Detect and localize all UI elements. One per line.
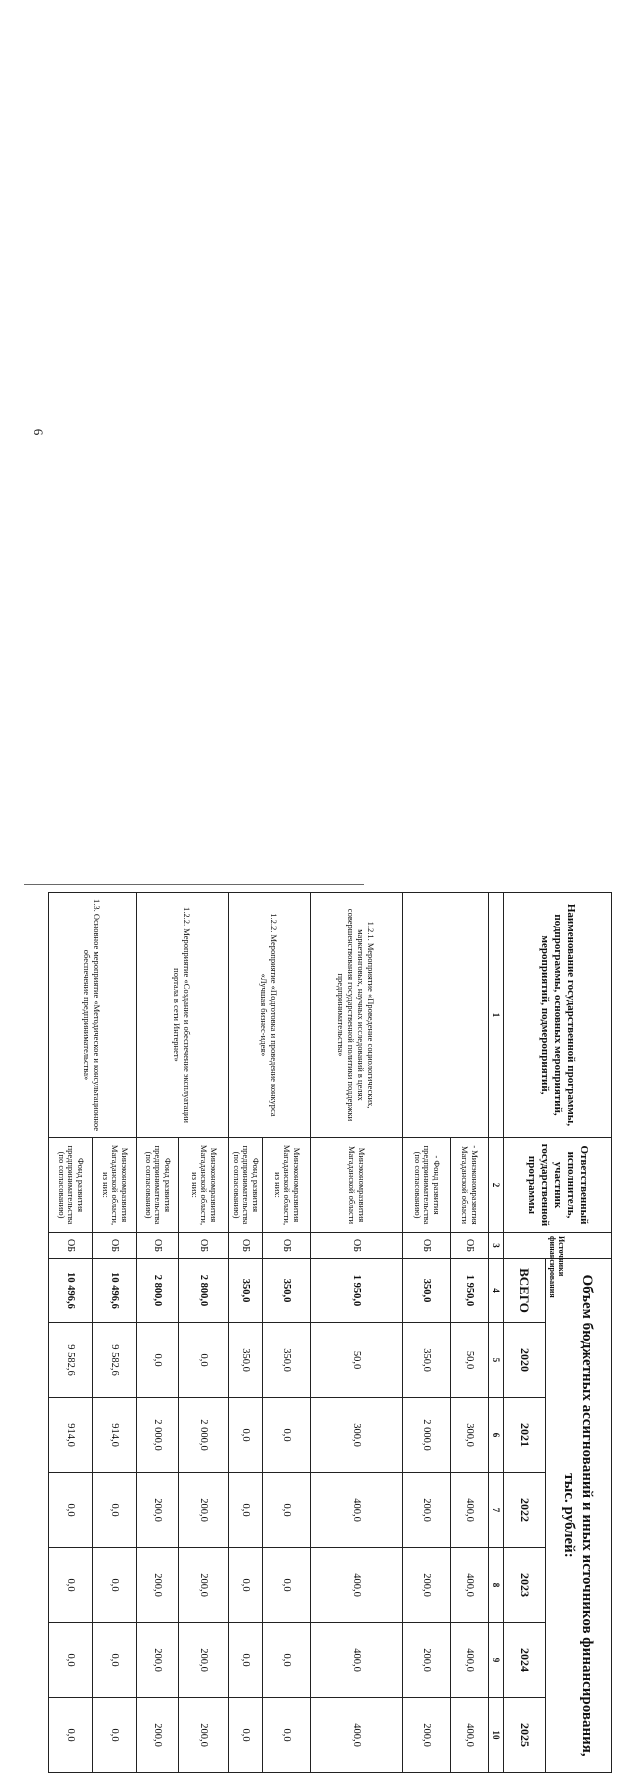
responsible-cell: Фонд развития предпринимательства (по согласованию) xyxy=(49,1138,93,1233)
table-row xyxy=(263,893,311,1773)
year-value-cell: 400,0 xyxy=(311,1473,403,1548)
header-year: 2020 xyxy=(504,1323,546,1398)
header-responsible: Ответственный исполнитель, участник государственной программы xyxy=(504,1138,612,1233)
year-value-cell: 0,0 xyxy=(93,1548,137,1623)
year-value-cell: 300,0 xyxy=(311,1398,403,1473)
year-value-cell: 400,0 xyxy=(311,1548,403,1623)
header-program-name: Наименование государственной программы, подпрограммы, основных мероприятий, мероприятий, подмероприятий, xyxy=(504,893,612,1138)
source-cell: ОБ xyxy=(311,1233,403,1259)
program-name-cell: 1.2.2. Мероприятие «Подготовка и проведение конкурса «Лучшая бизнес-идея» xyxy=(229,893,311,1138)
header-source: Источники финансирования xyxy=(504,1233,612,1259)
year-value-cell: 200,0 xyxy=(137,1473,179,1548)
responsible-cell: Минэкономразвития Магаданской области, из них: xyxy=(93,1138,137,1233)
table-row xyxy=(93,893,137,1773)
header-year: 2022 xyxy=(504,1473,546,1548)
year-value-cell: 300,0 xyxy=(451,1398,489,1473)
responsible-cell: Минэкономразвития Магаданской области xyxy=(311,1138,403,1233)
year-value-cell: 400,0 xyxy=(451,1698,489,1773)
year-value-cell: 0,0 xyxy=(229,1698,263,1773)
year-value-cell: 0,0 xyxy=(229,1623,263,1698)
year-value-cell: 200,0 xyxy=(137,1548,179,1623)
year-value-cell: 0,0 xyxy=(49,1548,93,1623)
year-value-cell: 9 582,6 xyxy=(49,1323,93,1398)
year-value-cell: 50,0 xyxy=(451,1323,489,1398)
header-year: 2021 xyxy=(504,1398,546,1473)
column-number: 10 xyxy=(489,1698,504,1773)
year-value-cell: 0,0 xyxy=(49,1623,93,1698)
year-value-cell: 200,0 xyxy=(179,1473,229,1548)
year-value-cell: 0,0 xyxy=(93,1698,137,1773)
year-value-cell: 0,0 xyxy=(263,1623,311,1698)
header-total: ВСЕГО xyxy=(504,1259,546,1323)
year-value-cell: 350,0 xyxy=(229,1323,263,1398)
responsible-cell: - Фонд развития предпринимательства (по согласованию) xyxy=(403,1138,451,1233)
page-number: 6 xyxy=(31,428,46,436)
table-row xyxy=(451,893,489,1773)
year-value-cell: 400,0 xyxy=(451,1548,489,1623)
year-value-cell: 400,0 xyxy=(311,1623,403,1698)
header-row xyxy=(546,893,612,1773)
total-cell: 10 496,6 xyxy=(49,1259,93,1323)
column-number: 5 xyxy=(489,1323,504,1398)
column-number: 1 xyxy=(489,893,504,1138)
year-value-cell: 0,0 xyxy=(93,1623,137,1698)
year-value-cell: 2 000,0 xyxy=(179,1398,229,1473)
source-cell: ОБ xyxy=(49,1233,93,1259)
responsible-cell: Фонд развития предпринимательства (по согласованию) xyxy=(229,1138,263,1233)
source-cell: ОБ xyxy=(93,1233,137,1259)
total-cell: 2 800,0 xyxy=(137,1259,179,1323)
program-name-cell: 1.2.2. Мероприятие «Создание и обеспечение эксплуатации портала в сети Интернет» xyxy=(137,893,229,1138)
column-number: 6 xyxy=(489,1398,504,1473)
header-year: 2023 xyxy=(504,1548,546,1623)
year-value-cell: 0,0 xyxy=(93,1473,137,1548)
year-value-cell: 400,0 xyxy=(311,1698,403,1773)
header-year: 2024 xyxy=(504,1623,546,1698)
column-number-row xyxy=(489,893,504,1773)
column-number: 2 xyxy=(489,1138,504,1233)
source-cell: ОБ xyxy=(229,1233,263,1259)
year-value-cell: 0,0 xyxy=(263,1548,311,1623)
year-value-cell: 0,0 xyxy=(137,1323,179,1398)
source-cell: ОБ xyxy=(451,1233,489,1259)
program-name-cell: 1.3. Основное мероприятие «Методическое и консультационное обеспечение предпринимательства» xyxy=(49,893,137,1138)
table-row xyxy=(179,893,229,1773)
table-row xyxy=(311,893,403,1773)
year-value-cell: 200,0 xyxy=(403,1623,451,1698)
year-value-cell: 0,0 xyxy=(49,1473,93,1548)
column-number: 3 xyxy=(489,1233,504,1259)
source-cell: ОБ xyxy=(263,1233,311,1259)
year-value-cell: 200,0 xyxy=(403,1473,451,1548)
source-cell: ОБ xyxy=(179,1233,229,1259)
responsible-cell: - Минэкономразвития Магаданской области xyxy=(451,1138,489,1233)
budget-table xyxy=(48,892,612,1773)
year-value-cell: 2 000,0 xyxy=(403,1398,451,1473)
total-cell: 1 950,0 xyxy=(311,1259,403,1323)
year-value-cell: 200,0 xyxy=(403,1698,451,1773)
year-value-cell: 0,0 xyxy=(263,1398,311,1473)
year-value-cell: 0,0 xyxy=(263,1698,311,1773)
year-value-cell: 9 582,6 xyxy=(93,1323,137,1398)
year-value-cell: 0,0 xyxy=(49,1698,93,1773)
year-value-cell: 50,0 xyxy=(311,1323,403,1398)
year-value-cell: 400,0 xyxy=(451,1623,489,1698)
year-value-cell: 200,0 xyxy=(137,1698,179,1773)
responsible-cell: Минэкономразвития Магаданской области, из них: xyxy=(179,1138,229,1233)
responsible-cell: Минэкономразвития Магаданской области, из них: xyxy=(263,1138,311,1233)
total-cell: 350,0 xyxy=(403,1259,451,1323)
program-name-cell xyxy=(403,893,489,1138)
year-value-cell: 914,0 xyxy=(93,1398,137,1473)
year-value-cell: 200,0 xyxy=(403,1548,451,1623)
total-cell: 350,0 xyxy=(263,1259,311,1323)
source-cell: ОБ xyxy=(403,1233,451,1259)
column-number: 9 xyxy=(489,1623,504,1698)
total-cell: 1 950,0 xyxy=(451,1259,489,1323)
year-value-cell: 0,0 xyxy=(263,1473,311,1548)
header-budget-title: Объем бюджетных ассигнований и иных источников финансирования, тыс. рублей: xyxy=(546,1259,612,1773)
year-value-cell: 914,0 xyxy=(49,1398,93,1473)
margin-line xyxy=(24,884,364,885)
year-value-cell: 2 000,0 xyxy=(137,1398,179,1473)
total-cell: 2 800,0 xyxy=(179,1259,229,1323)
year-value-cell: 350,0 xyxy=(403,1323,451,1398)
year-value-cell: 200,0 xyxy=(179,1698,229,1773)
total-cell: 10 496,6 xyxy=(93,1259,137,1323)
header-year: 2025 xyxy=(504,1698,546,1773)
year-value-cell: 200,0 xyxy=(179,1623,229,1698)
column-number: 4 xyxy=(489,1259,504,1323)
source-cell: ОБ xyxy=(137,1233,179,1259)
year-value-cell: 0,0 xyxy=(229,1398,263,1473)
year-value-cell: 0,0 xyxy=(179,1323,229,1398)
column-number: 7 xyxy=(489,1473,504,1548)
column-number: 8 xyxy=(489,1548,504,1623)
budget-table-rotated xyxy=(56,892,612,1772)
responsible-cell: Фонд развития предпринимательства (по согласованию) xyxy=(137,1138,179,1233)
year-value-cell: 350,0 xyxy=(263,1323,311,1398)
total-cell: 350,0 xyxy=(229,1259,263,1323)
year-value-cell: 400,0 xyxy=(451,1473,489,1548)
year-value-cell: 200,0 xyxy=(137,1623,179,1698)
year-value-cell: 0,0 xyxy=(229,1548,263,1623)
year-value-cell: 200,0 xyxy=(179,1548,229,1623)
year-value-cell: 0,0 xyxy=(229,1473,263,1548)
program-name-cell: 1.2.1. Мероприятие «Проведение социологических, маркетинговых, научных исследований в целях совершенствования государственной политики поддержки предпринимательства» xyxy=(311,893,403,1138)
